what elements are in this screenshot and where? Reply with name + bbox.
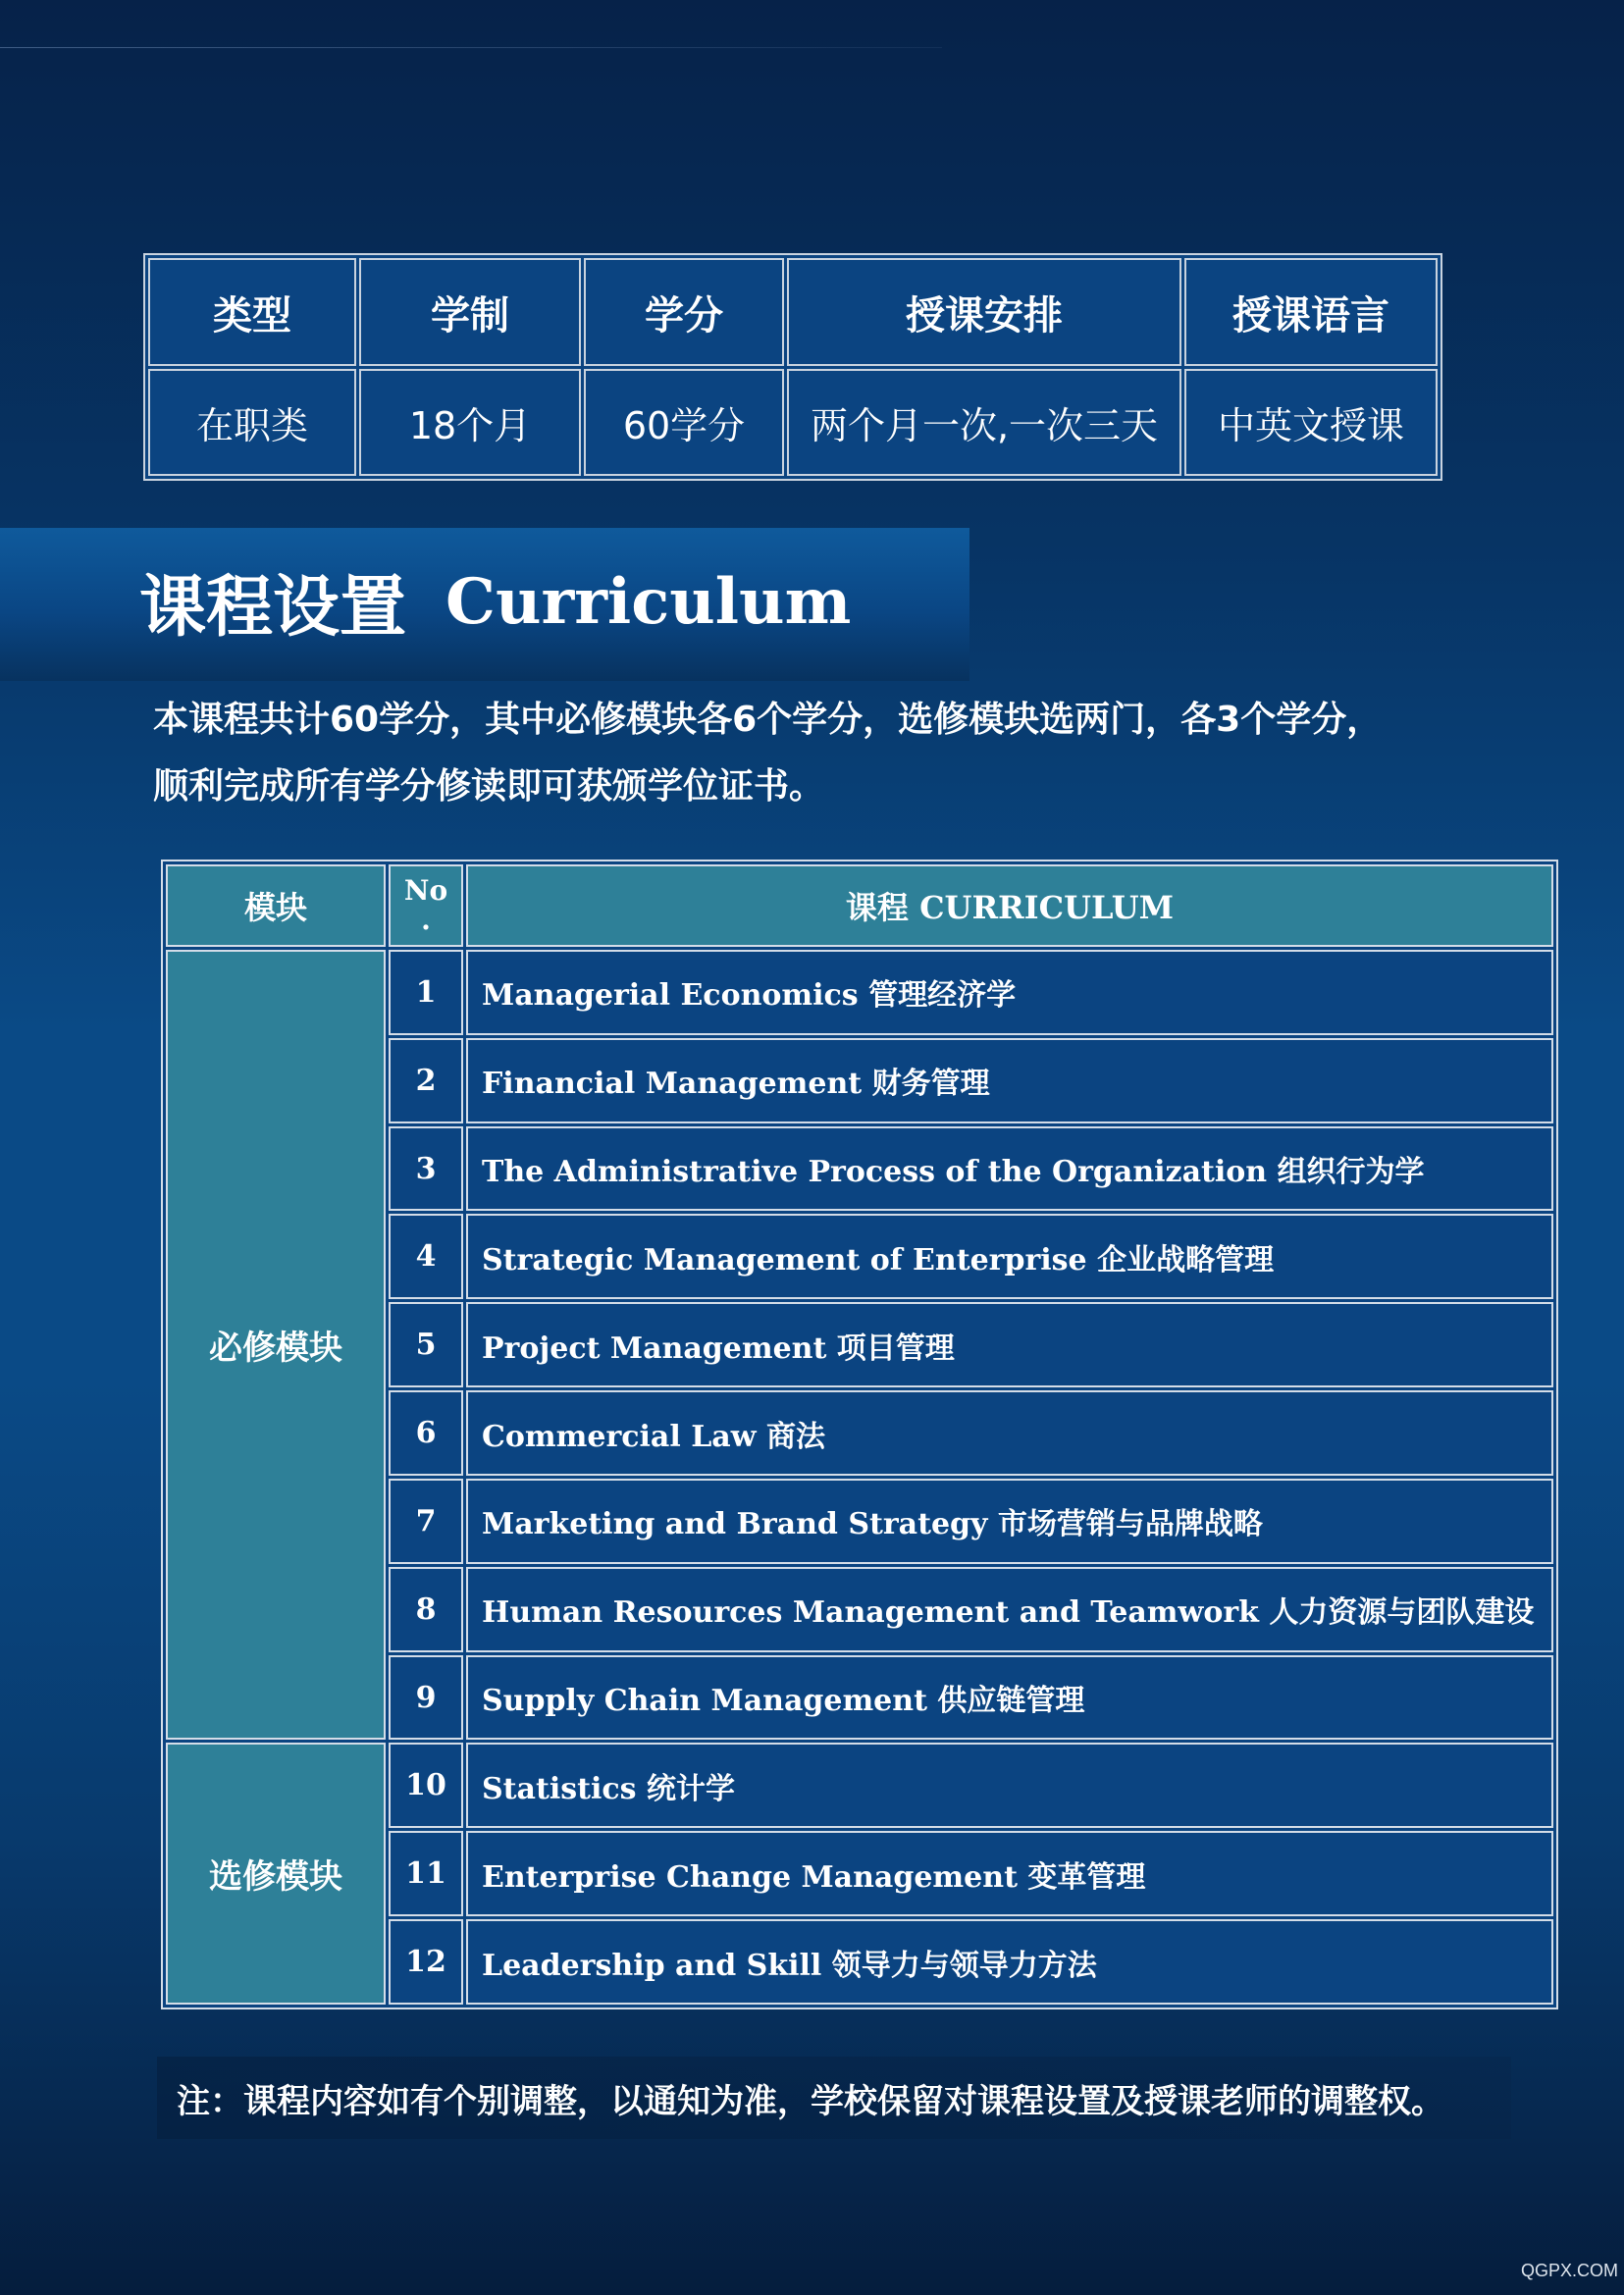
course-name-en: Leadership and Skill [482,1948,822,1983]
course-number: 5 [389,1302,463,1387]
header-no-text: No [403,874,448,907]
course-name [466,1831,1553,1916]
info-value-credits: 60学分 [584,369,784,476]
curriculum-table [161,860,1558,2009]
course-name-zh: 企业战略管理 [1097,1242,1275,1278]
course-number: 7 [389,1479,463,1564]
top-divider-line [0,47,942,48]
course-name [466,1655,1553,1741]
info-value-row [148,369,1438,476]
course-number: 2 [389,1038,463,1123]
info-value-type: 在职类 [148,369,356,476]
course-name-en: Human Resources Management and Teamwork [482,1595,1259,1631]
course-number: 10 [389,1743,463,1828]
course-number: 12 [389,1919,463,2005]
info-value-language: 中英文授课 [1184,369,1438,476]
course-name [466,950,1553,1035]
header-curriculum-en: CURRICULUM [919,889,1175,926]
course-name-en: Managerial Economics [482,978,859,1014]
course-name-en: Financial Management [482,1067,863,1102]
course-name-en: Enterprise Change Management [482,1859,1018,1895]
header-curriculum [466,864,1553,947]
course-name-zh: 领导力与领导力方法 [831,1948,1097,1983]
info-value-duration: 18个月 [359,369,581,476]
course-number: 11 [389,1831,463,1916]
module-elective-label: 选修模块 [166,1743,386,2005]
info-header-type: 类型 [148,258,356,366]
course-name [466,1390,1553,1476]
course-name-zh: 统计学 [646,1771,735,1806]
course-name-zh: 供应链管理 [937,1684,1085,1719]
course-name-en: Marketing and Brand Strategy [482,1507,988,1542]
course-name-en: The Administrative Process of the Organization [482,1155,1268,1190]
course-row [166,1743,1553,1828]
course-name-zh: 商法 [766,1419,826,1454]
watermark: QGPX.COM [1520,2261,1618,2280]
course-name-zh: 项目管理 [836,1330,955,1366]
course-number: 1 [389,950,463,1035]
header-no-dot: . [421,904,431,936]
course-name [466,1126,1553,1212]
header-module: 模块 [166,864,386,947]
course-name-en: Strategic Management of Enterprise [482,1242,1087,1278]
info-header-row [148,258,1438,366]
footnote: 注：课程内容如有个别调整，以通知为准，学校保留对课程设置及授课老师的调整权。 [157,2057,1511,2139]
course-name-en: Project Management [482,1330,827,1366]
course-name-zh: 组织行为学 [1277,1155,1425,1190]
course-name [466,1919,1553,2005]
curriculum-header-row [166,864,1553,947]
course-name [466,1567,1553,1652]
header-no [389,864,463,947]
section-title [139,557,851,646]
course-name-zh: 财务管理 [871,1067,990,1102]
info-header-credits: 学分 [584,258,784,366]
course-number: 9 [389,1655,463,1741]
course-name [466,1743,1553,1828]
course-name-zh: 人力资源与团队建设 [1269,1595,1535,1631]
course-number: 6 [389,1390,463,1476]
course-name [466,1038,1553,1123]
course-number: 8 [389,1567,463,1652]
course-number: 3 [389,1126,463,1212]
info-header-duration: 学制 [359,258,581,366]
course-name-en: Supply Chain Management [482,1684,927,1719]
section-title-zh: 课程设置 [139,568,407,647]
info-header-schedule: 授课安排 [787,258,1181,366]
course-name [466,1302,1553,1387]
course-name-en: Commercial Law [482,1419,757,1454]
info-header-language: 授课语言 [1184,258,1438,366]
info-value-schedule: 两个月一次,一次三天 [787,369,1181,476]
course-name-en: Statistics [482,1771,637,1806]
course-name-zh: 变革管理 [1027,1859,1146,1895]
course-name [466,1214,1553,1299]
header-curriculum-zh: 课程 [845,889,909,926]
course-name [466,1479,1553,1564]
program-info-table [143,253,1442,481]
course-name-zh: 管理经济学 [868,978,1017,1014]
intro-line-2: 顺利完成所有学分修读即可获颁学位证书。 [153,766,825,807]
curriculum-intro [153,687,1527,820]
course-row [166,950,1553,1035]
course-number: 4 [389,1214,463,1299]
section-title-en: Curriculum [445,564,852,639]
module-required-label: 必修模块 [166,950,386,1740]
course-name-zh: 市场营销与品牌战略 [997,1507,1263,1542]
intro-line-1: 本课程共计60学分，其中必修模块各6个学分，选修模块选两门，各3个学分， [153,700,1383,740]
